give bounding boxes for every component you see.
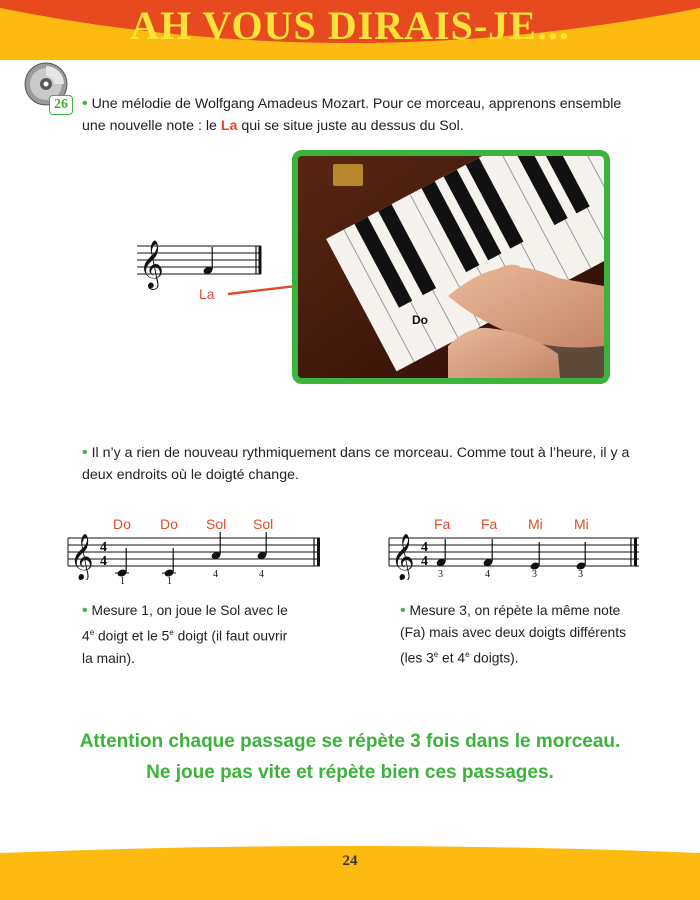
excerpt1-note-4: Sol xyxy=(253,516,274,532)
excerpt1-finger-1: 1 xyxy=(120,576,125,587)
excerpt2-caption-line-3: (les 3e et 4e doigts). xyxy=(400,650,519,666)
attention-line-2: Ne joue pas vite et répète bien ces passages. xyxy=(146,762,554,783)
excerpt1-staff xyxy=(66,530,326,580)
excerpt2-caption-line-2: (Fa) mais avec deux doigts différents xyxy=(400,625,626,640)
treble-clef-icon: 𝄞 xyxy=(391,534,415,580)
do-key-label: Do xyxy=(412,313,428,327)
excerpt2-note-3: Mi xyxy=(528,516,543,532)
intro-paragraph xyxy=(82,93,682,137)
bullet-icon: • xyxy=(82,95,88,112)
intro-la-highlight: La xyxy=(220,118,238,134)
excerpt1-caption-line-2: 4e doigt et le 5e doigt (il faut ouvrir xyxy=(82,628,288,644)
time-signature-bottom: 4 xyxy=(421,554,428,569)
piano-keyboard-image xyxy=(298,156,604,378)
treble-clef-icon: 𝄞 xyxy=(139,239,164,288)
attention-message xyxy=(0,726,700,788)
excerpt1-note-2: Do xyxy=(160,516,178,532)
excerpt1-finger-3: 4 xyxy=(213,569,218,580)
track-number-badge: 26 xyxy=(49,95,73,115)
treble-clef-icon: 𝄞 xyxy=(70,534,94,580)
time-signature-top: 4 xyxy=(100,540,107,555)
rhythm-paragraph xyxy=(82,442,682,486)
excerpt2-finger-2: 4 xyxy=(485,569,490,580)
attention-line-1: Attention chaque passage se répète 3 fois dans le morceau. xyxy=(79,731,621,752)
excerpt1-note-1: Do xyxy=(113,516,131,532)
intro-line-2a: une nouvelle note : le xyxy=(82,118,221,134)
piano-photo xyxy=(292,150,610,384)
bullet-icon: • xyxy=(400,602,406,619)
excerpt1-caption xyxy=(82,600,342,670)
excerpt2-finger-3: 3 xyxy=(532,569,537,580)
excerpt1-caption-line-1: Mesure 1, on joue le Sol avec le xyxy=(91,603,288,618)
excerpt1-caption-line-3: la main). xyxy=(82,650,135,666)
page-number: 24 xyxy=(342,853,358,869)
bullet-icon: • xyxy=(82,444,88,461)
excerpt1-finger-2: 1 xyxy=(167,576,172,587)
excerpt2-caption xyxy=(400,600,660,670)
excerpt2-finger-1: 3 xyxy=(438,569,443,580)
rhythm-line-2: deux endroits où le doigté change. xyxy=(82,467,299,483)
bullet-icon: • xyxy=(82,602,88,619)
excerpt2-note-1: Fa xyxy=(434,516,451,532)
excerpt1-note-3: Sol xyxy=(206,516,227,532)
excerpt2-note-2: Fa xyxy=(481,516,498,532)
excerpt1-finger-4: 4 xyxy=(259,569,264,580)
excerpt2-note-4: Mi xyxy=(574,516,589,532)
rhythm-line-1: Il n’y a rien de nouveau rythmiquement dans ce morceau. Comme tout à l’heure, il y a xyxy=(91,445,630,461)
intro-line-1: Une mélodie de Wolfgang Amadeus Mozart. Pour ce morceau, apprenons ensemble xyxy=(91,96,622,112)
la-label: La xyxy=(199,286,215,302)
page-title: AH VOUS DIRAIS-JE... xyxy=(130,3,570,48)
time-signature-bottom: 4 xyxy=(100,554,107,569)
time-signature-top: 4 xyxy=(421,540,428,555)
intro-line-2b: qui se situe juste au dessus du Sol. xyxy=(237,118,464,134)
excerpt2-finger-4: 3 xyxy=(578,569,583,580)
excerpt2-staff xyxy=(387,530,647,580)
excerpt2-caption-line-1: Mesure 3, on répète la même note xyxy=(409,603,621,618)
